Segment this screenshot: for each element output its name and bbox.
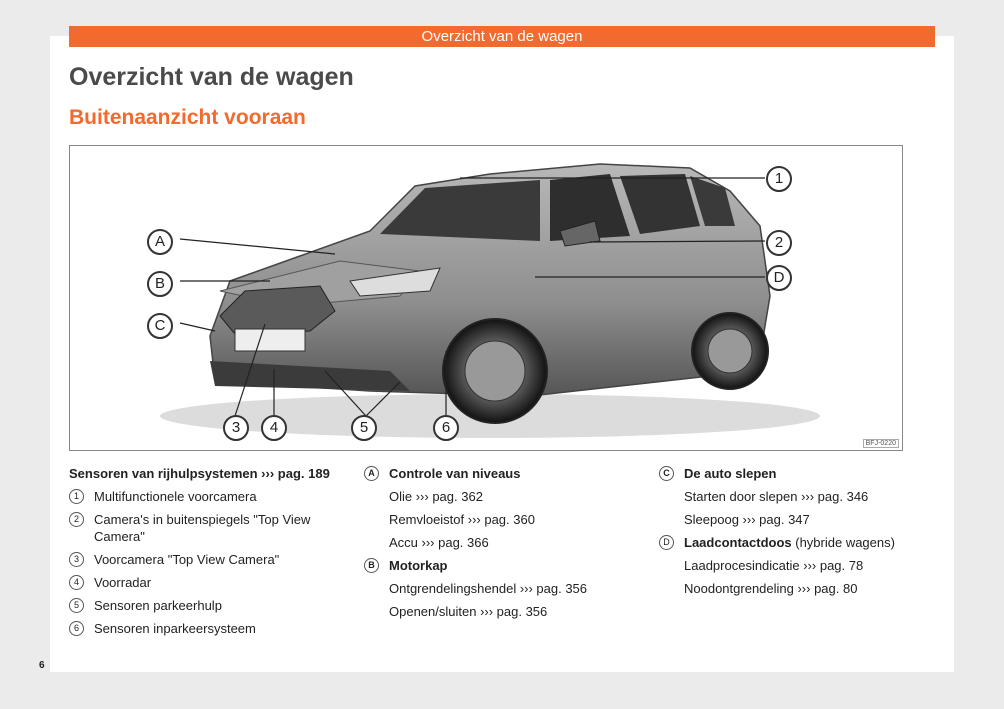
callout-d: D [766,265,792,291]
list-item[interactable]: Noodontgrendeling ››› pag. 80 [684,581,858,596]
list-item [69,508,349,548]
levels-hood-column [364,462,644,623]
list-item[interactable]: Laadprocesindicatie ››› pag. 78 [684,558,864,573]
list-item-text: Camera's in buitenspiegels "Top View Camera" [94,512,311,544]
towing-charging-column [659,462,919,600]
section-header-bar: Overzicht van de wagen [69,26,935,47]
number-badge: 2 [69,512,84,527]
callout-2: 2 [766,230,792,256]
list-item[interactable]: Sleepoog ››› pag. 347 [684,512,810,527]
list-item [69,548,349,571]
heading-text: Motorkap [389,558,448,573]
list-item[interactable]: Accu ››› pag. 366 [389,535,489,550]
callout-b: B [147,271,173,297]
list-item-text: Voorcamera "Top View Camera" [94,552,280,567]
letter-badge: D [659,535,674,550]
list-item[interactable]: Remvloeistof ››› pag. 360 [389,512,535,527]
callout-1: 1 [766,166,792,192]
figure-code: BFJ-0220 [863,439,899,448]
list-item [69,617,349,640]
list-item[interactable]: Starten door slepen ››› pag. 346 [684,489,869,504]
page-number: 6 [39,660,45,671]
callout-4: 4 [261,415,287,441]
list-item[interactable]: Ontgrendelingshendel ››› pag. 356 [389,581,588,596]
number-badge: 4 [69,575,84,590]
list-item [69,571,349,594]
number-badge: 5 [69,598,84,613]
letter-badge: C [659,466,674,481]
callout-c: C [147,313,173,339]
list-item[interactable]: Olie ››› pag. 362 [389,489,483,504]
list-item[interactable]: Openen/sluiten ››› pag. 356 [389,604,548,619]
sensors-column [69,462,349,640]
list-item [69,594,349,617]
car-figure [69,145,903,451]
number-badge: 3 [69,552,84,567]
section-title: Buitenaanzicht vooraan [69,106,306,129]
list-item-text: Multifunctionele voorcamera [94,489,257,504]
list-item-text: Voorradar [94,575,152,590]
hood-heading [364,554,644,577]
callout-3: 3 [223,415,249,441]
heading-text: Controle van niveaus [389,466,521,481]
heading-text: De auto slepen [684,466,777,481]
number-badge: 1 [69,489,84,504]
list-item-text: Sensoren parkeerhulp [94,598,222,613]
sensors-heading: Sensoren van rijhulpsystemen ››› pag. 189 [69,466,330,481]
callout-5: 5 [351,415,377,441]
number-badge: 6 [69,621,84,636]
callout-6: 6 [433,415,459,441]
heading-text: Laadcontactdoos [684,535,792,550]
callout-a: A [147,229,173,255]
letter-badge: B [364,558,379,573]
page-title: Overzicht van de wagen [69,63,354,91]
list-item-text: Sensoren inparkeersysteem [94,621,256,636]
charging-heading [659,531,919,554]
list-item [69,485,349,508]
heading-suffix: (hybride wagens) [791,535,895,550]
letter-badge: A [364,466,379,481]
levels-heading [364,462,644,485]
towing-heading [659,462,919,485]
